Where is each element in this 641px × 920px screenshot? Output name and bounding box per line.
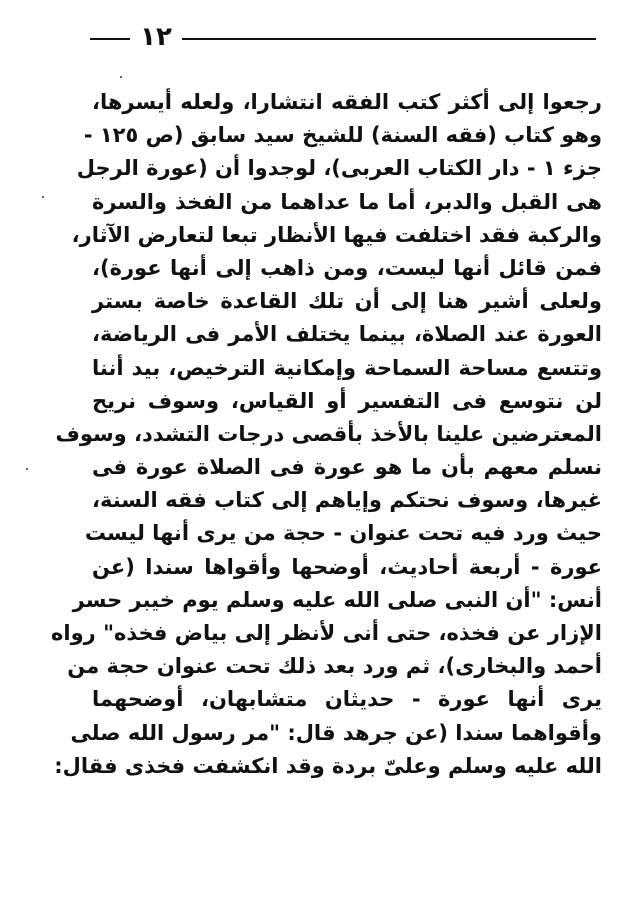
- text-line: المعترضين علينا بالأخذ بأقصى درجات التشدد، وسوف: [55, 421, 602, 446]
- scan-speck: [42, 196, 44, 198]
- text-line: الإزار عن فخذه، حتى أنى لأنظر إلى بياض فخذه" رواه: [51, 621, 602, 645]
- text-line: جزء ١ - دار الكتاب العربى)، لوجدوا أن (عورة الرجل: [76, 156, 602, 181]
- text-line: وهو كتاب (فقه السنة) للشيخ سيد سابق (ص ١٢٥ -: [83, 123, 602, 148]
- text-line: هى القبل والدبر، أما ما عداهما من الفخذ والسرة: [92, 189, 602, 214]
- header-rule-right: [182, 38, 596, 40]
- header-rule-left: [90, 38, 130, 40]
- text-line: حيث ورد فيه تحت عنوان - حجة من يرى أنها ليست: [84, 521, 602, 546]
- text-line: وأقواهما سندا (عن جرهد قال: "مر رسول الله صلى: [70, 720, 602, 745]
- text-line: وتتسع مساحة السماحة وإمكانية الترخيص، بيد أننا: [92, 355, 602, 380]
- text-line: لن نتوسع فى التفسير أو القياس، وسوف نريح: [92, 388, 602, 413]
- text-line: يرى أنها عورة - حديثان متشابهان، أوضحهما: [92, 687, 602, 712]
- text-line: عورة - أربعة أحاديث، أوضحها وأقواها سندا (عن: [92, 554, 602, 579]
- text-line: ولعلى أشير هنا إلى أن تلك القاعدة خاصة بستر: [92, 289, 602, 314]
- text-line: غيرها، وسوف نحتكم وإياهم إلى كتاب فقه السنة،: [92, 488, 602, 513]
- text-line: الله عليه وسلم وعلىّ بردة وقد انكشفت فخذى فقال:: [54, 753, 602, 778]
- text-line: نسلم معهم بأن ما هو عورة فى الصلاة عورة فى: [92, 455, 602, 480]
- text-line: أنس: "أن النبى صلى الله عليه وسلم يوم خيبر حسر: [72, 587, 602, 612]
- text-line: أحمد والبخارى)، ثم ورد بعد ذلك تحت عنوان حجة من: [67, 654, 602, 679]
- text-line: العورة عند الصلاة، بينما يختلف الأمر فى الرياضة،: [92, 322, 602, 347]
- page-number: ١٢: [140, 22, 172, 52]
- scan-speck: [26, 468, 28, 470]
- text-line: رجعوا إلى أكثر كتب الفقه انتشارا، ولعله أيسرها،: [92, 90, 602, 114]
- text-line: والركبة فقد اختلفت فيها الأنظار تبعا لتعارض الآثار،: [71, 222, 602, 247]
- page-header: [88, 20, 598, 56]
- body-text: [51, 86, 602, 783]
- scan-speck: [120, 76, 122, 78]
- text-line: فمن قائل أنها ليست، ومن ذاهب إلى أنها عورة)،: [92, 255, 602, 280]
